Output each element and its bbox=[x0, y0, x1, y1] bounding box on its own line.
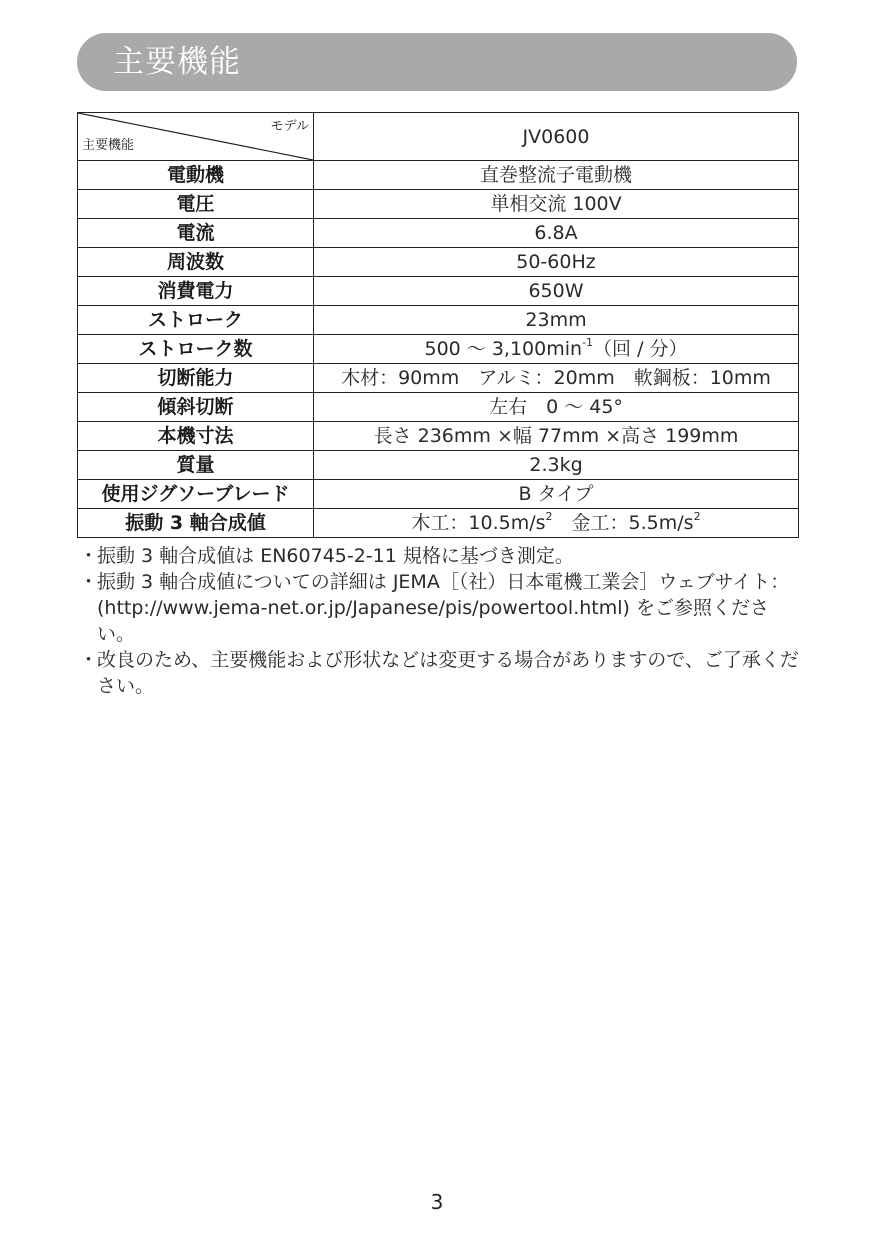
row-label: 本機寸法 bbox=[78, 422, 314, 451]
row-label: 傾斜切断 bbox=[78, 393, 314, 422]
row-value: 23mm bbox=[314, 306, 799, 335]
section-title-bar bbox=[77, 33, 797, 91]
corner-feature-label: 主要機能 bbox=[82, 138, 135, 153]
row-value: 直巻整流子電動機 bbox=[314, 161, 799, 190]
row-value bbox=[314, 335, 799, 364]
table-row bbox=[78, 480, 799, 509]
row-label: 電動機 bbox=[78, 161, 314, 190]
note-text: 改良のため、主要機能および形状などは変更する場合がありますので、ご了承ください。 bbox=[97, 649, 799, 697]
table-row bbox=[78, 451, 799, 480]
row-value bbox=[314, 509, 799, 538]
note-item bbox=[79, 647, 801, 699]
note-text: 振動 3 軸合成値は EN60745-2-11 規格に基づき測定。 bbox=[97, 545, 574, 567]
spec-table bbox=[77, 112, 799, 538]
stroke-rate-text: 500 ～ 3,100min bbox=[424, 338, 583, 360]
note-text: 振動 3 軸合成値についての詳細は JEMA［（社）日本電機工業会］ウェブサイト：(http://www.jema-net.or.jp/Japanese/pis/powertool.html) をご参照ください。 bbox=[97, 571, 790, 645]
note-item bbox=[79, 569, 801, 647]
bullet: ・ bbox=[79, 545, 99, 567]
row-label: 振動 3 軸合成値 bbox=[78, 509, 314, 538]
vibration-metal-exponent: 2 bbox=[693, 509, 701, 523]
bullet: ・ bbox=[79, 571, 99, 593]
table-row bbox=[78, 306, 799, 335]
row-label: 周波数 bbox=[78, 248, 314, 277]
row-value: 木材：90mm アルミ：20mm 軟鋼板：10mm bbox=[314, 364, 799, 393]
vibration-metal: 金工：5.5m/s bbox=[552, 512, 694, 534]
table-row bbox=[78, 422, 799, 451]
vibration-wood: 木工：10.5m/s bbox=[411, 512, 546, 534]
table-row bbox=[78, 277, 799, 306]
row-label: 使用ジグソーブレード bbox=[78, 480, 314, 509]
stroke-rate-unit: （回 / 分） bbox=[593, 338, 688, 360]
row-label: 電圧 bbox=[78, 190, 314, 219]
row-label: 切断能力 bbox=[78, 364, 314, 393]
row-value: 左右 0 ～ 45° bbox=[314, 393, 799, 422]
corner-model-label: モデル bbox=[270, 119, 309, 134]
row-label: ストローク数 bbox=[78, 335, 314, 364]
row-label: 質量 bbox=[78, 451, 314, 480]
section-title: 主要機能 bbox=[113, 44, 241, 80]
row-value: 6.8A bbox=[314, 219, 799, 248]
note-item bbox=[79, 543, 801, 569]
row-value: 長さ 236mm ×幅 77mm ×高さ 199mm bbox=[314, 422, 799, 451]
row-value: B タイプ bbox=[314, 480, 799, 509]
table-row bbox=[78, 335, 799, 364]
model-name: JV0600 bbox=[314, 113, 799, 161]
row-value: 50-60Hz bbox=[314, 248, 799, 277]
row-value: 2.3kg bbox=[314, 451, 799, 480]
table-header-row bbox=[78, 113, 799, 161]
table-row bbox=[78, 364, 799, 393]
notes-list bbox=[79, 543, 801, 699]
row-value: 650W bbox=[314, 277, 799, 306]
table-row bbox=[78, 190, 799, 219]
row-label: ストローク bbox=[78, 306, 314, 335]
table-row bbox=[78, 393, 799, 422]
page-number: 3 bbox=[430, 1190, 444, 1214]
row-label: 消費電力 bbox=[78, 277, 314, 306]
table-row bbox=[78, 161, 799, 190]
table-row bbox=[78, 219, 799, 248]
table-row bbox=[78, 509, 799, 538]
row-label: 電流 bbox=[78, 219, 314, 248]
header-corner-cell bbox=[78, 113, 314, 161]
table-row bbox=[78, 248, 799, 277]
row-value: 単相交流 100V bbox=[314, 190, 799, 219]
bullet: ・ bbox=[79, 649, 99, 671]
stroke-rate-exponent: -1 bbox=[582, 335, 594, 349]
vibration-wood-exponent: 2 bbox=[545, 509, 553, 523]
